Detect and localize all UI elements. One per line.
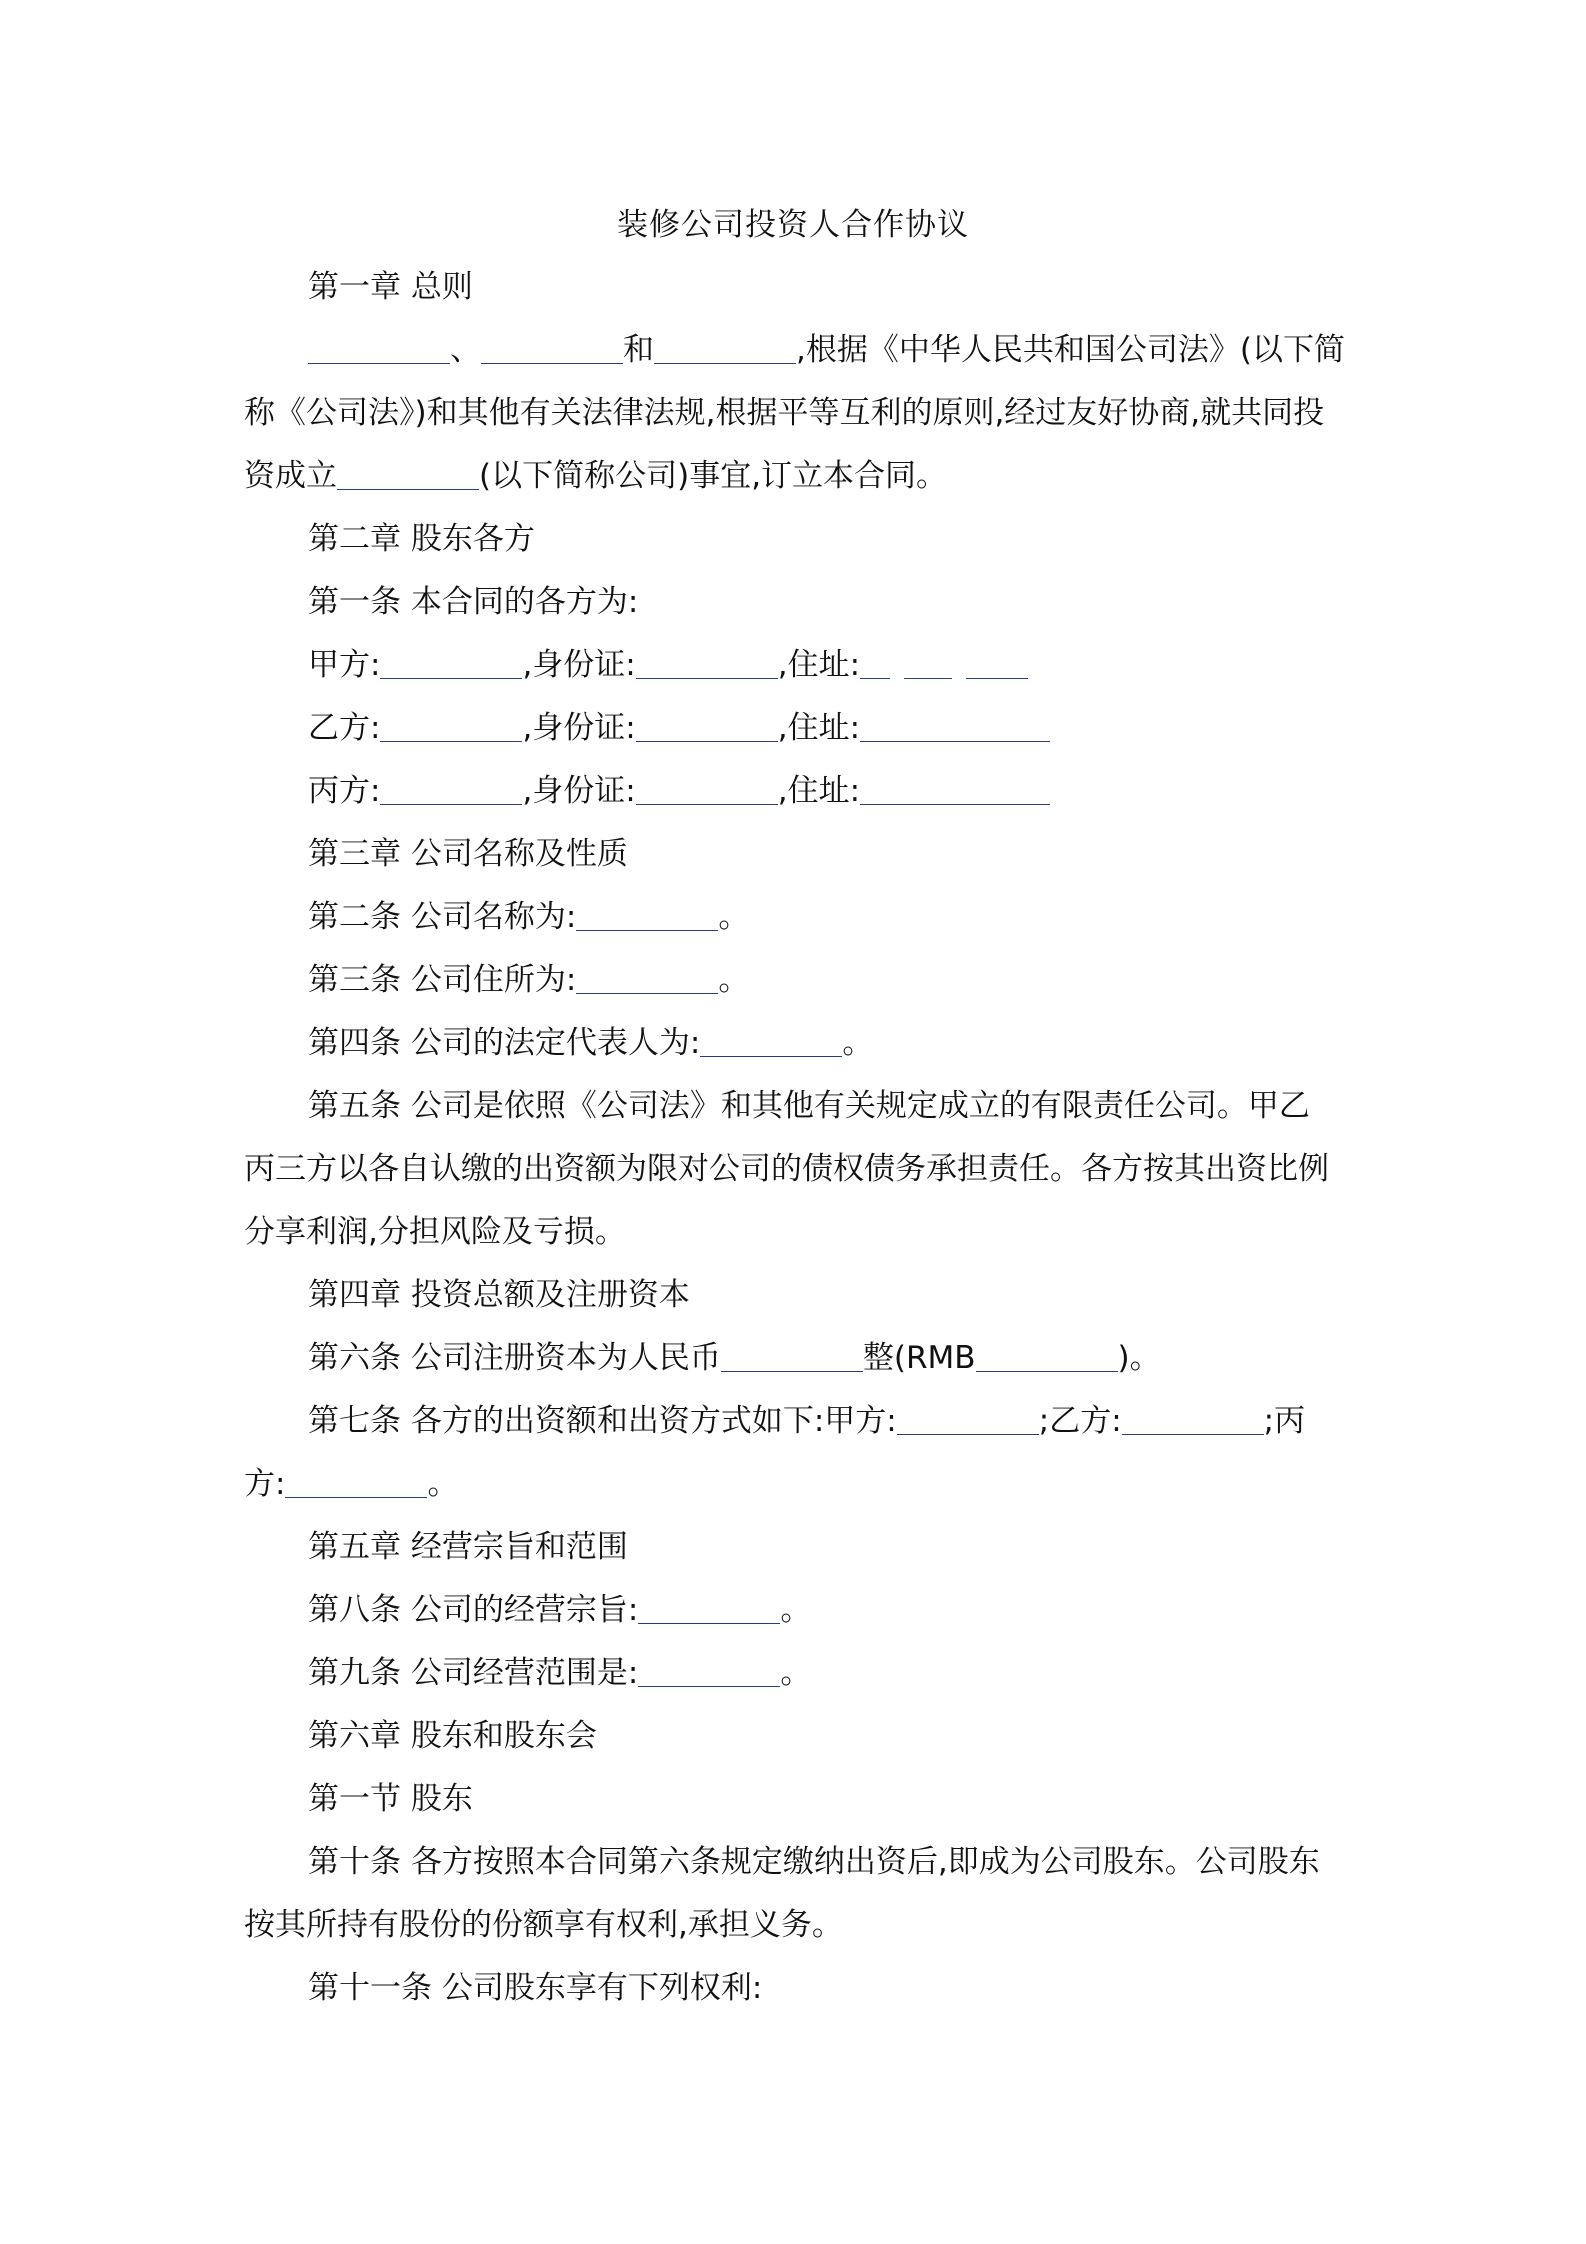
party-b-name-blank[interactable] [380, 711, 522, 742]
article-3: 第三条 公司住所为: 。 [308, 962, 750, 998]
chapter-5-heading: 第五章 经营宗旨和范围 [308, 1529, 628, 1565]
party-a-address-blank-1[interactable] [860, 648, 890, 679]
document-title: 装修公司投资人合作协议 [617, 207, 969, 243]
chapter-6-heading: 第六章 股东和股东会 [308, 1718, 597, 1754]
article-1: 第一条 本合同的各方为: [308, 584, 639, 620]
article-5-line-2: 丙三方以各自认缴的出资额为限对公司的债权债务承担责任。各方按其出资比例 [244, 1151, 1329, 1187]
party-a-blank[interactable] [308, 333, 450, 364]
party-a-capital-blank[interactable] [897, 1404, 1039, 1435]
section-1-heading: 第一节 股东 [308, 1781, 473, 1817]
company-address-blank[interactable] [576, 963, 718, 994]
party-c-name-blank[interactable] [380, 774, 522, 805]
party-a-address-blank-2[interactable] [904, 648, 952, 679]
business-purpose-blank[interactable] [638, 1593, 780, 1624]
party-a-name-blank[interactable] [380, 648, 522, 679]
preamble-line-2: 称《公司法》)和其他有关法律法规,根据平等互利的原则,经过友好协商,就共同投 [244, 395, 1325, 431]
party-b-capital-blank[interactable] [1122, 1404, 1264, 1435]
article-4: 第四条 公司的法定代表人为: 。 [308, 1025, 874, 1061]
article-7-line-2: 方: 。 [244, 1466, 459, 1502]
business-scope-blank[interactable] [638, 1656, 780, 1687]
party-c-id-blank[interactable] [636, 774, 778, 805]
party-c-row: 丙方: ,身份证: ,住址: [308, 766, 1050, 816]
article-10-line-2: 按其所持有股份的份额享有权利,承担义务。 [244, 1907, 843, 1943]
party-b-blank[interactable] [481, 333, 623, 364]
article-5-line-3: 分享利润,分担风险及亏损。 [244, 1214, 626, 1250]
article-2: 第二条 公司名称为: 。 [308, 899, 750, 935]
article-11: 第十一条 公司股东享有下列权利: [308, 1970, 763, 2006]
chapter-2-heading: 第二章 股东各方 [308, 521, 535, 557]
legal-representative-blank[interactable] [700, 1026, 842, 1057]
chapter-1-heading: 第一章 总则 [308, 269, 473, 305]
registered-capital-blank[interactable] [721, 1341, 863, 1372]
preamble-line-3: 资成立 (以下简称公司)事宜,订立本合同。 [244, 458, 948, 494]
article-8: 第八条 公司的经营宗旨: 。 [308, 1592, 812, 1628]
preamble-line-1: 、 和 ,根据《中华人民共和国公司法》(以下简 [308, 325, 1345, 375]
party-b-row: 乙方: ,身份证: ,住址: [308, 703, 1050, 753]
registered-capital-rmb-blank[interactable] [976, 1341, 1118, 1372]
party-c-capital-blank[interactable] [285, 1467, 427, 1498]
chapter-4-heading: 第四章 投资总额及注册资本 [308, 1277, 690, 1313]
party-c-blank[interactable] [654, 333, 796, 364]
article-9: 第九条 公司经营范围是: 。 [308, 1655, 812, 1691]
party-a-row: 甲方: ,身份证: ,住址: [308, 640, 1028, 690]
chapter-3-heading: 第三章 公司名称及性质 [308, 836, 628, 872]
article-10-line-1: 第十条 各方按照本合同第六条规定缴纳出资后,即成为公司股东。公司股东 [308, 1844, 1320, 1880]
company-name-blank[interactable] [337, 459, 479, 490]
party-a-id-blank[interactable] [636, 648, 778, 679]
party-b-address-blank[interactable] [860, 711, 1050, 742]
party-a-address-blank-3[interactable] [966, 648, 1028, 679]
party-b-id-blank[interactable] [636, 711, 778, 742]
company-name-field-blank[interactable] [576, 900, 718, 931]
article-5-line-1: 第五条 公司是依照《公司法》和其他有关规定成立的有限责任公司。甲乙 [308, 1088, 1310, 1124]
party-c-address-blank[interactable] [860, 774, 1050, 805]
article-7-line-1: 第七条 各方的出资额和出资方式如下:甲方: ;乙方: ;丙 [308, 1403, 1306, 1439]
article-6: 第六条 公司注册资本为人民币 整(RMB )。 [308, 1340, 1161, 1376]
